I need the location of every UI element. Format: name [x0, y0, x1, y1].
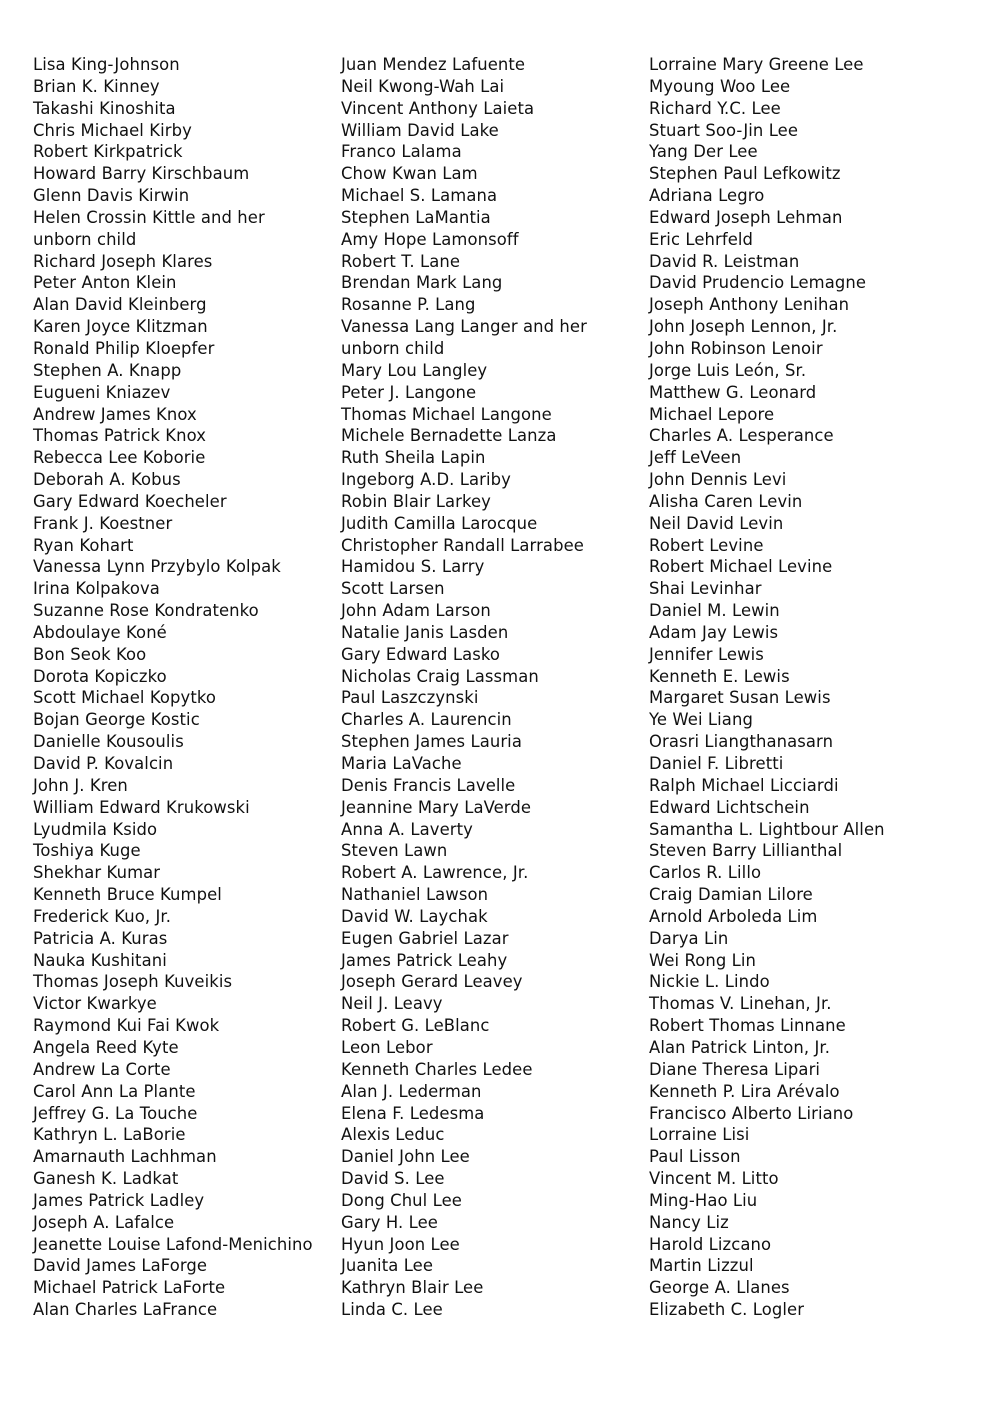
- name-entry: David R. Leistman: [649, 251, 800, 271]
- name-entry: Nicholas Craig Lassman: [341, 666, 539, 686]
- name-entry: Takashi Kinoshita: [33, 98, 176, 118]
- name-entry: Robin Blair Larkey: [341, 491, 491, 511]
- name-entry: Ralph Michael Licciardi: [649, 775, 839, 795]
- name-entry: Vincent M. Litto: [649, 1169, 779, 1189]
- name-entry: Paul Laszczynski: [341, 688, 479, 708]
- name-entry: Jennifer Lewis: [649, 644, 764, 664]
- name-entry: Michael Patrick LaForte: [33, 1278, 226, 1298]
- name-entry: Danielle Kousoulis: [33, 732, 184, 752]
- name-entry: Frederick Kuo, Jr.: [33, 906, 172, 926]
- name-entry: William Edward Krukowski: [33, 797, 250, 817]
- name-entry: Lorraine Mary Greene Lee: [649, 55, 864, 74]
- name-entry: Christopher Randall Larrabee: [341, 535, 584, 555]
- name-entry: Amy Hope Lamonsoff: [341, 229, 519, 249]
- name-entry: Jeanette Louise Lafond-Menichino: [33, 1234, 313, 1254]
- name-entry: Robert Michael Levine: [649, 557, 833, 577]
- name-entry: Ingeborg A.D. Lariby: [341, 470, 511, 490]
- name-entry: Leon Lebor: [341, 1037, 433, 1057]
- name-entry: Eugueni Kniazev: [33, 382, 171, 402]
- name-entry: Vanessa Lynn Przybylo Kolpak: [33, 557, 281, 577]
- name-entry: John Joseph Lennon, Jr.: [649, 317, 838, 337]
- name-entry: Helen Crossin Kittle and her: [33, 207, 265, 227]
- name-entry: unborn child: [33, 229, 137, 249]
- name-entry: Orasri Liangthanasarn: [649, 732, 834, 752]
- name-entry: Elizabeth C. Logler: [649, 1300, 805, 1320]
- name-entry: Abdoulaye Koné: [33, 622, 167, 642]
- name-entry: Peter Anton Klein: [33, 273, 177, 293]
- name-entry: Andrew La Corte: [33, 1059, 171, 1079]
- name-entry: Lisa King-Johnson: [33, 55, 180, 74]
- name-entry: Yang Der Lee: [649, 142, 758, 162]
- name-entry: Harold Lizcano: [649, 1234, 772, 1254]
- name-entry: Shekhar Kumar: [33, 863, 161, 883]
- name-entry: Dong Chul Lee: [341, 1190, 462, 1210]
- name-entry: William David Lake: [341, 120, 499, 140]
- name-entry: Stephen Paul Lefkowitz: [649, 164, 841, 184]
- name-entry: Neil Kwong-Wah Lai: [341, 76, 505, 96]
- name-entry: Nauka Kushitani: [33, 950, 167, 970]
- name-entry: Diane Theresa Lipari: [649, 1059, 821, 1079]
- name-entry: Steven Barry Lillianthal: [649, 841, 843, 861]
- name-entry: Alan Patrick Linton, Jr.: [649, 1037, 831, 1057]
- name-entry: unborn child: [341, 338, 445, 358]
- name-entry: Vincent Anthony Laieta: [341, 98, 535, 118]
- name-entry: Joseph Anthony Lenihan: [649, 295, 850, 315]
- name-entry: Jeannine Mary LaVerde: [341, 797, 532, 817]
- name-entry: Stephen James Lauria: [341, 732, 522, 752]
- name-entry: David James LaForge: [33, 1256, 208, 1276]
- name-entry: Hyun Joon Lee: [341, 1234, 460, 1254]
- name-entry: Jeff LeVeen: [649, 448, 742, 468]
- name-entry: Steven Lawn: [341, 841, 448, 861]
- name-entry: Ming-Hao Liu: [649, 1190, 758, 1210]
- name-entry: Patricia A. Kuras: [33, 928, 168, 948]
- name-entry: Kenneth Charles Ledee: [341, 1059, 533, 1079]
- name-entry: Bojan George Kostic: [33, 710, 200, 730]
- name-entry: Daniel M. Lewin: [649, 601, 780, 621]
- name-entry: Karen Joyce Klitzman: [33, 317, 208, 337]
- name-entry: David P. Kovalcin: [33, 754, 174, 773]
- name-entry: Kenneth Bruce Kumpel: [33, 885, 222, 905]
- name-entry: Bon Seok Koo: [33, 644, 147, 664]
- name-entry: Mary Lou Langley: [341, 360, 488, 380]
- name-entry: Maria LaVache: [341, 754, 462, 773]
- name-entry: David Prudencio Lemagne: [649, 273, 867, 293]
- name-entry: Andrew James Knox: [33, 404, 197, 424]
- name-entry: Juanita Lee: [341, 1256, 434, 1276]
- name-entry: Ronald Philip Kloepfer: [33, 338, 215, 358]
- name-entry: Linda C. Lee: [341, 1300, 443, 1320]
- name-entry: Stuart Soo-Jin Lee: [649, 120, 799, 140]
- name-entry: John Adam Larson: [341, 601, 491, 621]
- name-entry: Deborah A. Kobus: [33, 470, 181, 490]
- name-entry: Gary Edward Lasko: [341, 644, 501, 664]
- name-entry: Scott Larsen: [341, 579, 445, 599]
- name-entry: Jorge Luis León, Sr.: [649, 360, 807, 380]
- names-column-3: [649, 54, 994, 1321]
- name-entry: Daniel John Lee: [341, 1147, 470, 1167]
- names-column-1: [33, 54, 328, 1321]
- name-entry: Frank J. Koestner: [33, 513, 173, 533]
- name-entry: Darya Lin: [649, 928, 729, 948]
- name-entry: Robert Levine: [649, 535, 764, 555]
- name-entry: Robert G. LeBlanc: [341, 1016, 490, 1036]
- name-entry: Irina Kolpakova: [33, 579, 160, 599]
- name-entry: David S. Lee: [341, 1169, 445, 1189]
- name-entry: Paul Lisson: [649, 1147, 741, 1167]
- name-entry: Francisco Alberto Liriano: [649, 1103, 854, 1123]
- name-entry: Raymond Kui Fai Kwok: [33, 1016, 220, 1036]
- name-entry: Juan Mendez Lafuente: [341, 55, 526, 74]
- name-entry: Alisha Caren Levin: [649, 491, 803, 511]
- name-entry: Toshiya Kuge: [33, 841, 141, 861]
- name-entry: Charles A. Lesperance: [649, 426, 834, 446]
- name-entry: Myoung Woo Lee: [649, 76, 791, 96]
- name-entry: Michael S. Lamana: [341, 186, 498, 206]
- name-entry: Craig Damian Lilore: [649, 885, 813, 905]
- name-entry: Peter J. Langone: [341, 382, 477, 402]
- names-column-2: [341, 54, 641, 1321]
- name-entry: Ye Wei Liang: [649, 710, 753, 730]
- name-entry: Brendan Mark Lang: [341, 273, 503, 293]
- name-entry: Arnold Arboleda Lim: [649, 906, 818, 926]
- name-entry: Richard Joseph Klares: [33, 251, 213, 271]
- name-entry: Vanessa Lang Langer and her: [341, 317, 587, 337]
- name-entry: Eugen Gabriel Lazar: [341, 928, 509, 948]
- name-entry: Amarnauth Lachhman: [33, 1147, 217, 1167]
- name-entry: Alexis Leduc: [341, 1125, 445, 1145]
- name-entry: Victor Kwarkye: [33, 994, 157, 1014]
- name-entry: Robert A. Lawrence, Jr.: [341, 863, 529, 883]
- name-entry: Thomas V. Linehan, Jr.: [649, 994, 832, 1014]
- name-entry: Chow Kwan Lam: [341, 164, 478, 184]
- name-entry: Wei Rong Lin: [649, 950, 757, 970]
- name-entry: Lorraine Lisi: [649, 1125, 750, 1145]
- name-entry: Nathaniel Lawson: [341, 885, 489, 905]
- name-entry: Neil David Levin: [649, 513, 784, 533]
- name-entry: John Dennis Levi: [649, 470, 787, 490]
- name-entry: Samantha L. Lightbour Allen: [649, 819, 885, 839]
- name-entry: Kathryn Blair Lee: [341, 1278, 484, 1298]
- name-entry: Margaret Susan Lewis: [649, 688, 831, 708]
- name-entry: Thomas Joseph Kuveikis: [33, 972, 233, 992]
- name-entry: Gary H. Lee: [341, 1212, 438, 1232]
- name-entry: James Patrick Leahy: [341, 950, 508, 970]
- name-entry: Rosanne P. Lang: [341, 295, 476, 315]
- name-entry: Rebecca Lee Koborie: [33, 448, 206, 468]
- name-entry: Matthew G. Leonard: [649, 382, 817, 402]
- name-entry: Alan J. Lederman: [341, 1081, 482, 1101]
- name-entry: Anna A. Laverty: [341, 819, 473, 839]
- name-entry: Natalie Janis Lasden: [341, 622, 509, 642]
- name-entry: Daniel F. Libretti: [649, 754, 784, 773]
- name-entry: Brian K. Kinney: [33, 76, 160, 96]
- name-entry: Stephen A. Knapp: [33, 360, 182, 380]
- name-entry: George A. Llanes: [649, 1278, 790, 1298]
- name-entry: Kenneth P. Lira Arévalo: [649, 1081, 840, 1101]
- name-entry: Martin Lizzul: [649, 1256, 754, 1276]
- name-entry: Michele Bernadette Lanza: [341, 426, 557, 446]
- name-entry: Kenneth E. Lewis: [649, 666, 790, 686]
- name-entry: Stephen LaMantia: [341, 207, 491, 227]
- name-entry: Hamidou S. Larry: [341, 557, 485, 577]
- name-entry: Charles A. Laurencin: [341, 710, 512, 730]
- name-entry: Joseph Gerard Leavey: [341, 972, 523, 992]
- name-entry: Kathryn L. LaBorie: [33, 1125, 186, 1145]
- name-entry: Glenn Davis Kirwin: [33, 186, 190, 206]
- name-entry: Michael Lepore: [649, 404, 775, 424]
- name-entry: David W. Laychak: [341, 906, 488, 926]
- name-entry: Nickie L. Lindo: [649, 972, 770, 992]
- name-entry: Carlos R. Lillo: [649, 863, 762, 883]
- name-entry: Thomas Patrick Knox: [33, 426, 207, 446]
- name-entry: Denis Francis Lavelle: [341, 775, 516, 795]
- name-entry: Dorota Kopiczko: [33, 666, 167, 686]
- name-entry: Ruth Sheila Lapin: [341, 448, 486, 468]
- name-entry: Lyudmila Ksido: [33, 819, 158, 839]
- name-entry: John Robinson Lenoir: [649, 338, 823, 358]
- name-entry: James Patrick Ladley: [33, 1190, 205, 1210]
- name-entry: Edward Lichtschein: [649, 797, 810, 817]
- name-entry: Scott Michael Kopytko: [33, 688, 217, 708]
- name-entry: Chris Michael Kirby: [33, 120, 192, 140]
- name-entry: Robert T. Lane: [341, 251, 461, 271]
- name-entry: Shai Levinhar: [649, 579, 762, 599]
- name-entry: John J. Kren: [33, 775, 128, 795]
- name-entry: Robert Kirkpatrick: [33, 142, 183, 162]
- name-entry: Alan David Kleinberg: [33, 295, 207, 315]
- name-entry: Jeffrey G. La Touche: [33, 1103, 198, 1123]
- name-entry: Joseph A. Lafalce: [33, 1212, 175, 1232]
- name-entry: Thomas Michael Langone: [341, 404, 552, 424]
- name-entry: Carol Ann La Plante: [33, 1081, 196, 1101]
- name-entry: Edward Joseph Lehman: [649, 207, 843, 227]
- name-entry: Alan Charles LaFrance: [33, 1300, 218, 1320]
- name-entry: Angela Reed Kyte: [33, 1037, 179, 1057]
- name-entry: Howard Barry Kirschbaum: [33, 164, 250, 184]
- name-entry: Gary Edward Koecheler: [33, 491, 227, 511]
- name-entry: Richard Y.C. Lee: [649, 98, 781, 118]
- name-entry: Nancy Liz: [649, 1212, 729, 1232]
- name-entry: Adam Jay Lewis: [649, 622, 779, 642]
- name-entry: Franco Lalama: [341, 142, 462, 162]
- name-entry: Robert Thomas Linnane: [649, 1016, 846, 1036]
- name-entry: Eric Lehrfeld: [649, 229, 754, 249]
- name-entry: Neil J. Leavy: [341, 994, 443, 1014]
- name-entry: Judith Camilla Larocque: [341, 513, 538, 533]
- name-entry: Ryan Kohart: [33, 535, 134, 555]
- name-entry: Adriana Legro: [649, 186, 765, 206]
- name-entry: Suzanne Rose Kondratenko: [33, 601, 259, 621]
- name-entry: Elena F. Ledesma: [341, 1103, 485, 1123]
- name-entry: Ganesh K. Ladkat: [33, 1169, 179, 1189]
